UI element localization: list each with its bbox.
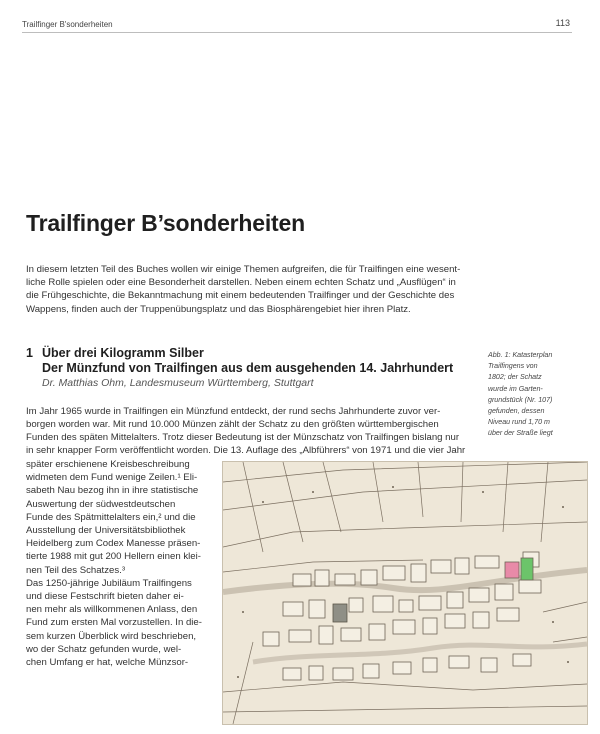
body-line: nen mehr als willkommenen Anlass, den <box>26 604 198 616</box>
body-line-wide <box>26 444 586 457</box>
section-author: Dr. Matthias Ohm, Landesmuseum Württemberg, Stuttgart <box>42 377 314 389</box>
body-line: Fund zum ersten Mal vorzustellen. In die- <box>26 617 202 629</box>
body-line: Auswertung der südwestdeutschen <box>26 498 176 510</box>
body-line: Das 1250-jährige Jubiläum Trailfingens <box>26 577 192 589</box>
caption-line: 1802; der Schatz <box>488 373 542 382</box>
body-line: borgen worden war. Mit rund 10.000 Münzen zählt der Schatz zu den größten württembergischen <box>26 419 439 431</box>
section-heading <box>26 346 496 391</box>
body-line: tierte 1988 mit gut 200 Hellern einen klei- <box>26 551 201 563</box>
section-number: 1 <box>26 346 33 360</box>
chapter-title: Trailfinger B’sonderheiten <box>26 210 305 236</box>
caption-line: Trailfingens von <box>488 362 538 371</box>
body-column <box>26 458 214 669</box>
caption-line: Niveau rund 1,70 m <box>488 418 550 427</box>
body-line: chen Umfang er hat, welche Münzsor- <box>26 657 189 669</box>
intro-line: In diesem letzten Teil des Buches wollen wir einige Themen aufgreifen, die für Trailfingen eine wesent- <box>26 264 461 275</box>
body-line: nen Teil des Schatzes.³ <box>26 564 126 576</box>
body-line: wo der Schatz gefunden wurde, wel- <box>26 643 182 655</box>
body-line: Funden des späten Mittelalters. Trotz dieser Bedeutung ist der Münzschatz von Trailfingen bislang nur <box>26 432 460 444</box>
body-line: Ausstellung der Universitätsbibliothek <box>26 525 186 537</box>
figure-caption <box>488 350 588 440</box>
body-line: später erschienene Kreisbeschreibung <box>26 459 190 470</box>
cadastral-map-figure <box>222 461 588 725</box>
body-line: in sehr knapper Form veröffentlicht worden. Die 13. Auflage des „Albführers“ von 1971 und die vier Jahr <box>26 445 466 456</box>
body-line: Im Jahr 1965 wurde in Trailfingen ein Münzfund entdeckt, der rund sechs Jahrhunderte zuvor ver- <box>26 406 441 417</box>
intro-paragraph <box>26 263 586 316</box>
caption-line: grundstück (Nr. 107) <box>488 395 553 404</box>
body-line: und diese Festschrift bieten daher ei- <box>26 591 184 603</box>
body-line: Heidelberg zum Codex Manesse präsen- <box>26 538 201 550</box>
body-line: sabeth Nau bezog ihn in ihre statistische <box>26 485 199 497</box>
highlight-plot-green <box>521 558 533 580</box>
highlight-plot-pink <box>505 562 519 578</box>
caption-line: Abb. 1: Katasterplan <box>488 351 553 359</box>
section-title: Über drei Kilogramm Silber <box>42 346 204 360</box>
intro-line: liche Rolle spielen oder eine Besonderheit darstellen. Neben einem echten Schatz und „Ausflügen“ in <box>26 277 456 289</box>
body-line: widmeten dem Fund wenige Zeilen.¹ Eli- <box>26 472 198 484</box>
header-rule <box>22 32 572 33</box>
body-paragraph-top <box>26 405 478 445</box>
body-line: Funde des Spätmittelalters ein,² und die <box>26 511 196 523</box>
page-number: 113 <box>555 18 570 28</box>
caption-line: über der Straße liegt <box>488 429 553 438</box>
body-line: sem kurzen Überblick wird beschrieben, <box>26 630 197 642</box>
caption-line: gefunden, dessen <box>488 407 545 416</box>
intro-line: Wappens, finden auch der Truppenübungsplatz und das Biosphärengebiet hier ihren Platz. <box>26 303 411 315</box>
intro-line: die Frühgeschichte, die Bekanntmachung mit einem bedeutenden Trailfinger und der Geschichte des <box>26 290 455 302</box>
caption-line: wurde im Garten- <box>488 384 543 393</box>
cadastral-map-drawing <box>223 462 587 724</box>
running-head: Trailfinger B'sonderheiten <box>22 20 113 29</box>
section-subtitle: Der Münzfund von Trailfingen aus dem ausgehenden 14. Jahrhundert <box>42 361 454 375</box>
